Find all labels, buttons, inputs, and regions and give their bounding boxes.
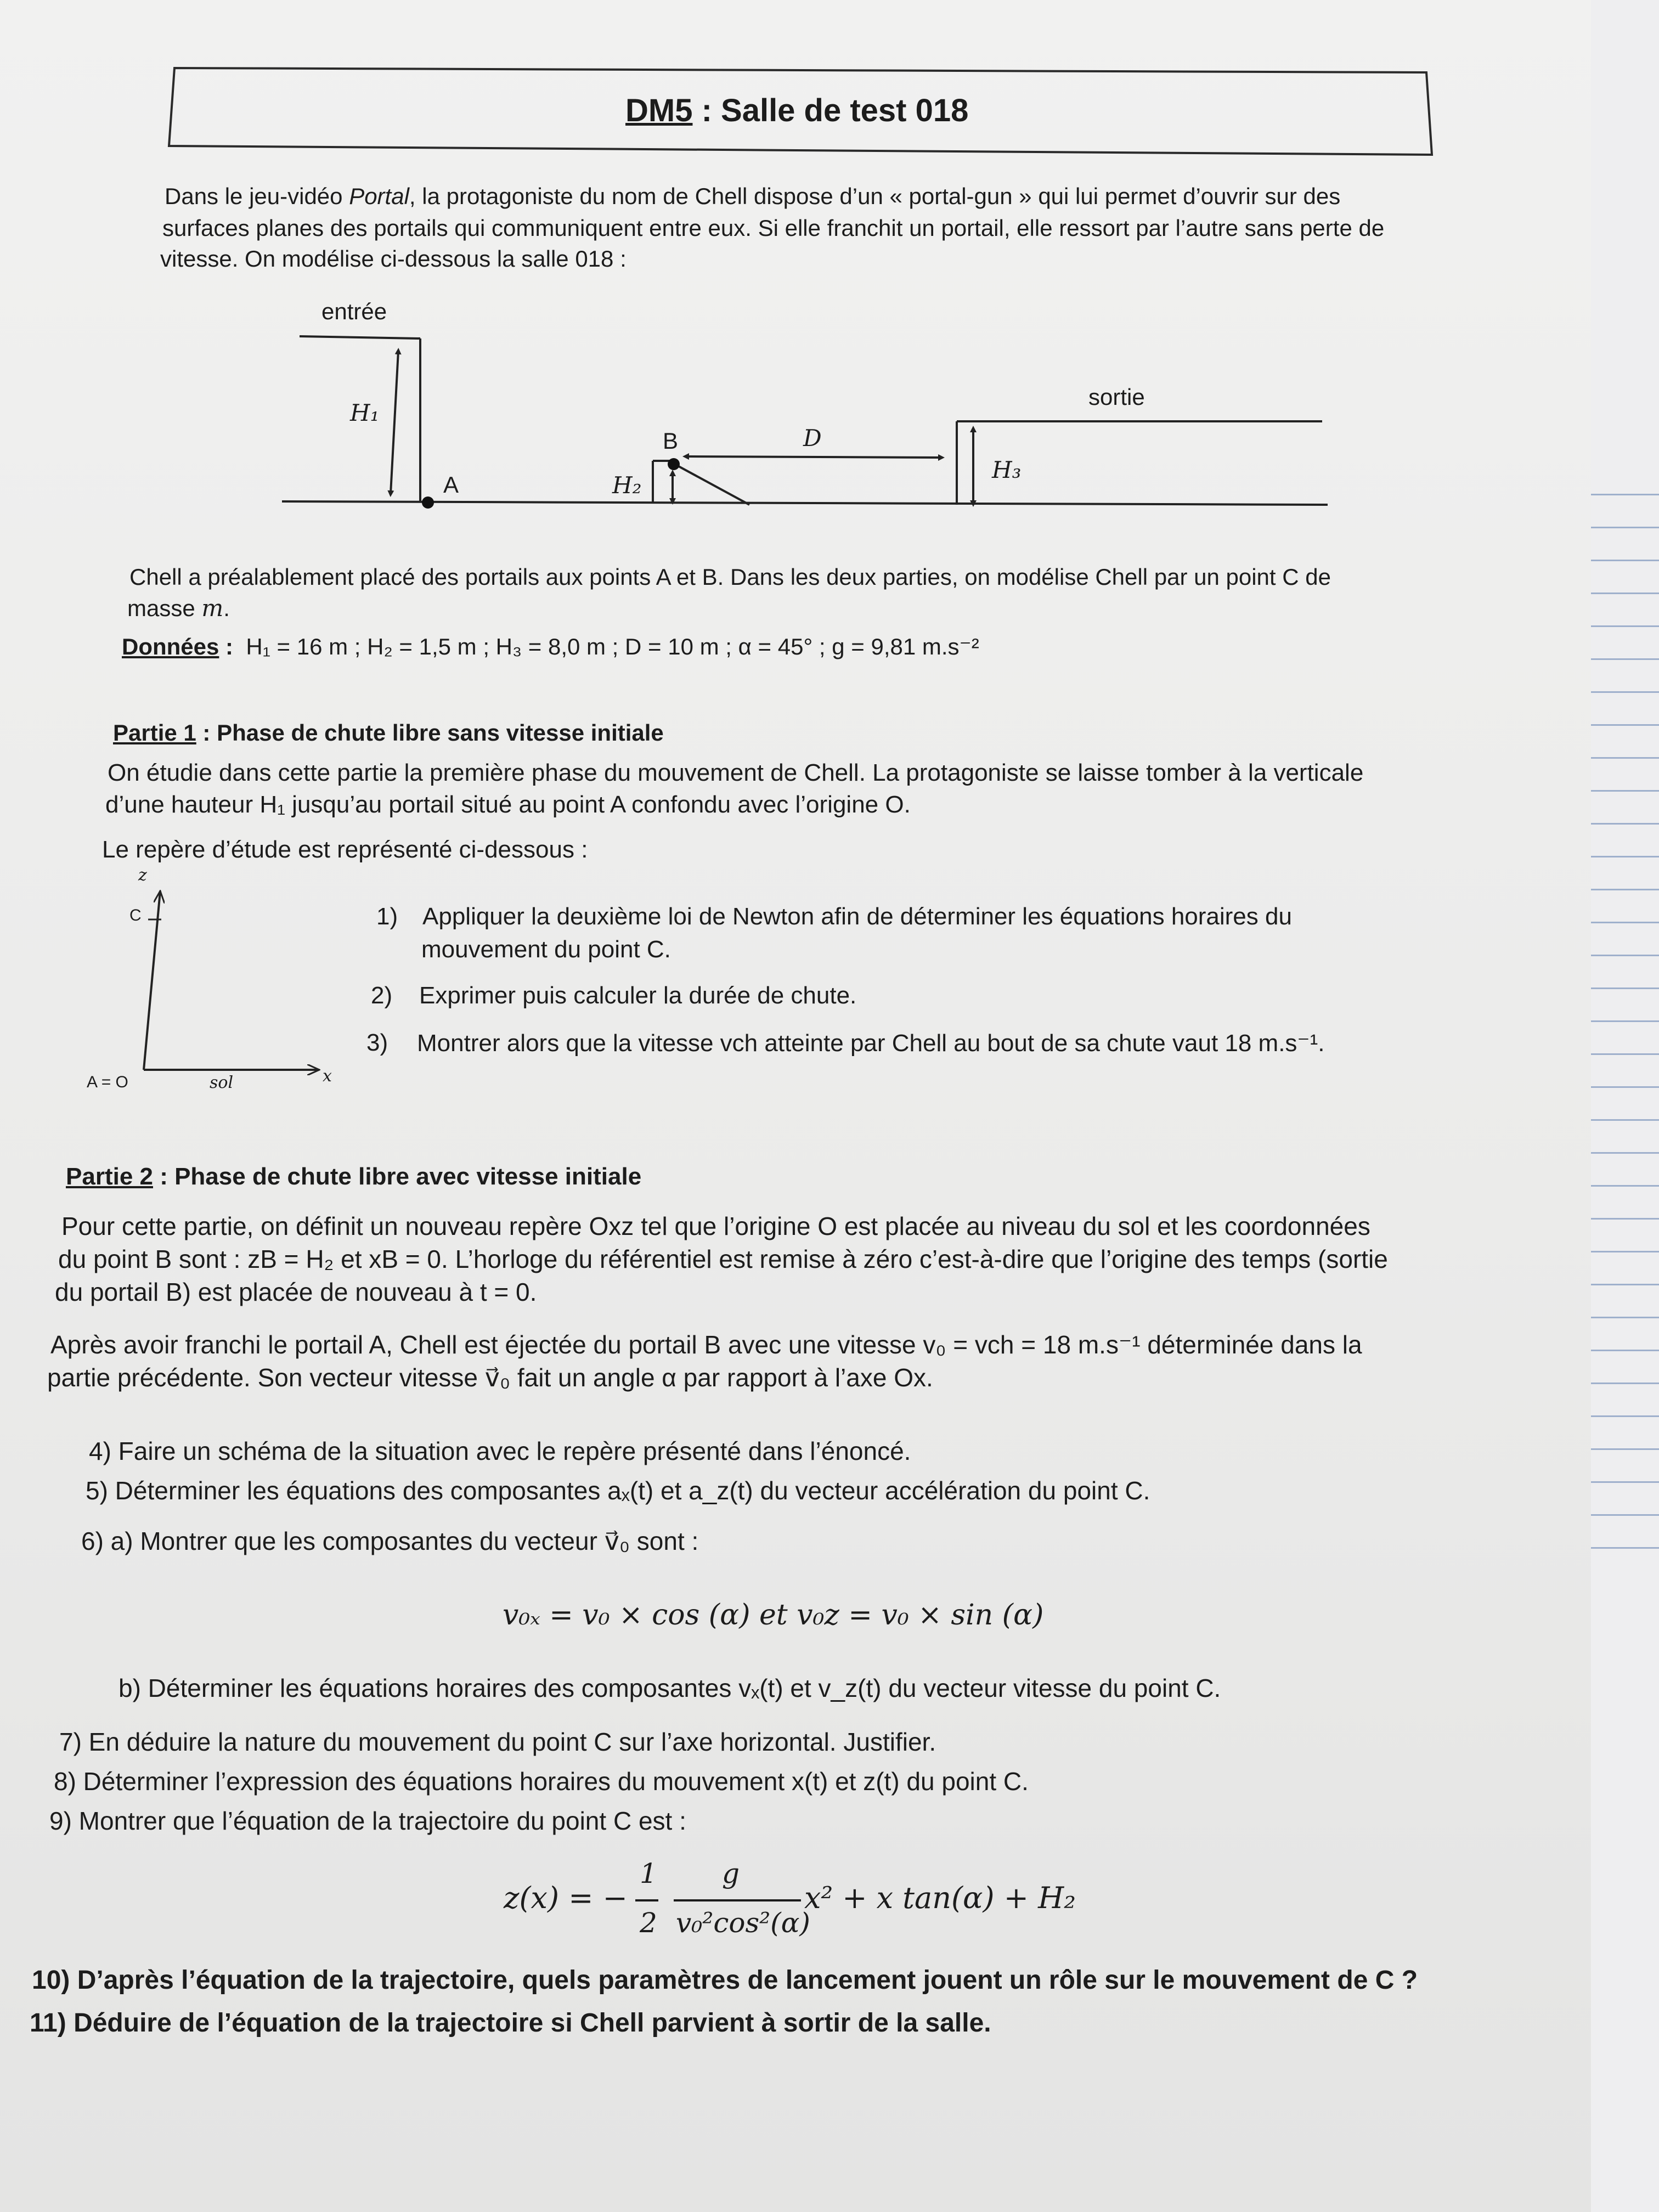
lined-paper-edge bbox=[1591, 0, 1659, 2212]
label-h2: H₂ bbox=[612, 472, 642, 499]
partie1-line-2: d’une hauteur H₁ jusqu’au portail situé au point A confondu avec l’origine O. bbox=[105, 791, 911, 818]
label-b: B bbox=[663, 428, 679, 454]
axis-x-label: x bbox=[323, 1066, 332, 1086]
partie1-label: Partie 1 bbox=[113, 720, 196, 746]
q1-number: 1) bbox=[376, 903, 398, 930]
partie2-p1-line-1: Pour cette partie, on définit un nouveau repère Oxz tel que l’origine O est placée au niveau du sol et les coordonnées bbox=[61, 1212, 1370, 1240]
q1-line-2: mouvement du point C. bbox=[421, 936, 671, 963]
partie1-title: : Phase de chute libre sans vitesse initiale bbox=[196, 720, 664, 746]
donnees-label: Données bbox=[122, 634, 219, 659]
intro-text-a: Dans le jeu-vidéo bbox=[165, 183, 349, 209]
q3-text: Montrer alors que la vitesse vch atteinte par Chell au bout de sa chute vaut 18 m.s⁻¹. bbox=[417, 1030, 1325, 1057]
q10-text: 10) D’après l’équation de la trajectoire, quels paramètres de lancement jouent un rôle sur le mouvement de C ? bbox=[32, 1966, 1418, 1995]
q2-number: 2) bbox=[371, 982, 393, 1009]
axis-c-label: C bbox=[129, 906, 142, 924]
eq9-rest: x² + x tan(α) + H₂ bbox=[804, 1881, 1076, 1915]
intro-text-b: , la protagoniste du nom de Chell dispose d’un « portal-gun » qui lui permet d’ouvrir sur des bbox=[409, 183, 1341, 209]
q8-text: 8) Déterminer l’expression des équations horaires du mouvement x(t) et z(t) du point C. bbox=[54, 1767, 1029, 1796]
eq9-g: g bbox=[722, 1858, 740, 1889]
partie1-line-3: Le repère d’étude est représenté ci-dessous : bbox=[102, 836, 588, 863]
partie2-p1-line-2: du point B sont : zB = H₂ et xB = 0. L’horloge du référentiel est remise à zéro c’est-à-dire que l’origine des temps (sortie bbox=[58, 1245, 1388, 1273]
intro-line-2: surfaces planes des portails qui communiquent entre eux. Si elle franchit un portail, elle ressort par l’autre sans perte de bbox=[162, 215, 1385, 241]
title-rest: : Salle de test 018 bbox=[692, 93, 969, 128]
donnees-colon: : bbox=[219, 634, 234, 659]
partie2-p2-line-2: partie précédente. Son vecteur vitesse v⃗₀ fait un angle α par rapport à l’axe Ox. bbox=[47, 1363, 933, 1392]
eq9-lhs: z(x) = − bbox=[504, 1881, 628, 1915]
q6b-text: b) Déterminer les équations horaires des composantes vₓ(t) et v_z(t) du vecteur vitesse du point C. bbox=[119, 1674, 1221, 1702]
axis-sol-label: sol bbox=[210, 1073, 234, 1092]
chell-period: . bbox=[223, 595, 230, 621]
q6a-text: 6) a) Montrer que les composantes du vecteur v⃗₀ sont : bbox=[81, 1527, 699, 1555]
q4-text: 4) Faire un schéma de la situation avec le repère présenté dans l’énoncé. bbox=[89, 1437, 911, 1465]
eq9-den: v₀²cos²(α) bbox=[676, 1907, 810, 1939]
q3-number: 3) bbox=[366, 1029, 388, 1056]
axis-origin-label: A = O bbox=[87, 1073, 128, 1091]
label-d: D bbox=[803, 425, 822, 452]
q7-text: 7) En déduire la nature du mouvement du point C sur l’axe horizontal. Justifier. bbox=[59, 1728, 936, 1756]
q5-text: 5) Déterminer les équations des composantes aₓ(t) et a_z(t) du vecteur accélération du point C. bbox=[86, 1476, 1150, 1505]
q11-text: 11) Déduire de l’équation de la trajectoire si Chell parvient à sortir de la salle. bbox=[30, 2008, 991, 2038]
partie2-p1-line-3: du portail B) est placée de nouveau à t = 0. bbox=[55, 1278, 537, 1306]
partie2-title: : Phase de chute libre avec vitesse initiale bbox=[153, 1163, 642, 1190]
donnees-values: H₁ = 16 m ; H₂ = 1,5 m ; H₃ = 8,0 m ; D = 10 m ; α = 45° ; g = 9,81 m.s⁻² bbox=[246, 634, 979, 659]
q2-text: Exprimer puis calculer la durée de chute. bbox=[419, 982, 857, 1009]
chell-text: masse bbox=[127, 595, 202, 621]
partie2-p2-line-1: Après avoir franchi le portail A, Chell est éjectée du portail B avec une vitesse v₀ = vch = 18 m.s⁻¹ déterminée dans la bbox=[50, 1330, 1362, 1359]
q1-line-1: Appliquer la deuxième loi de Newton afin de déterminer les équations horaires du bbox=[422, 903, 1292, 930]
partie2-label: Partie 2 bbox=[66, 1163, 153, 1190]
mass-symbol: m bbox=[201, 595, 224, 622]
label-entree: entrée bbox=[321, 298, 387, 324]
equation-6: v₀ₓ = v₀ × cos (α) et v₀z = v₀ × sin (α) bbox=[503, 1599, 1044, 1632]
title-code: DM5 bbox=[625, 93, 693, 128]
label-a: A bbox=[443, 472, 459, 498]
intro-line-3: vitesse. On modélise ci-dessous la salle 018 : bbox=[160, 246, 627, 272]
partie1-line-1: On étudie dans cette partie la première phase du mouvement de Chell. La protagoniste se laisse tomber à la verticale bbox=[108, 759, 1364, 786]
chell-line-1: Chell a préalablement placé des portails aux points A et B. Dans les deux parties, on modélise Chell par un point C de bbox=[129, 564, 1331, 590]
q9-text: 9) Montrer que l’équation de la trajectoire du point C est : bbox=[49, 1807, 686, 1835]
label-sortie: sortie bbox=[1088, 384, 1145, 410]
axis-z-label: z bbox=[138, 866, 147, 885]
label-h3: H₃ bbox=[992, 456, 1022, 483]
game-name: Portal bbox=[349, 183, 409, 209]
label-h1: H₁ bbox=[350, 399, 380, 426]
eq9-one: 1 bbox=[640, 1858, 657, 1889]
eq9-two: 2 bbox=[640, 1907, 657, 1939]
